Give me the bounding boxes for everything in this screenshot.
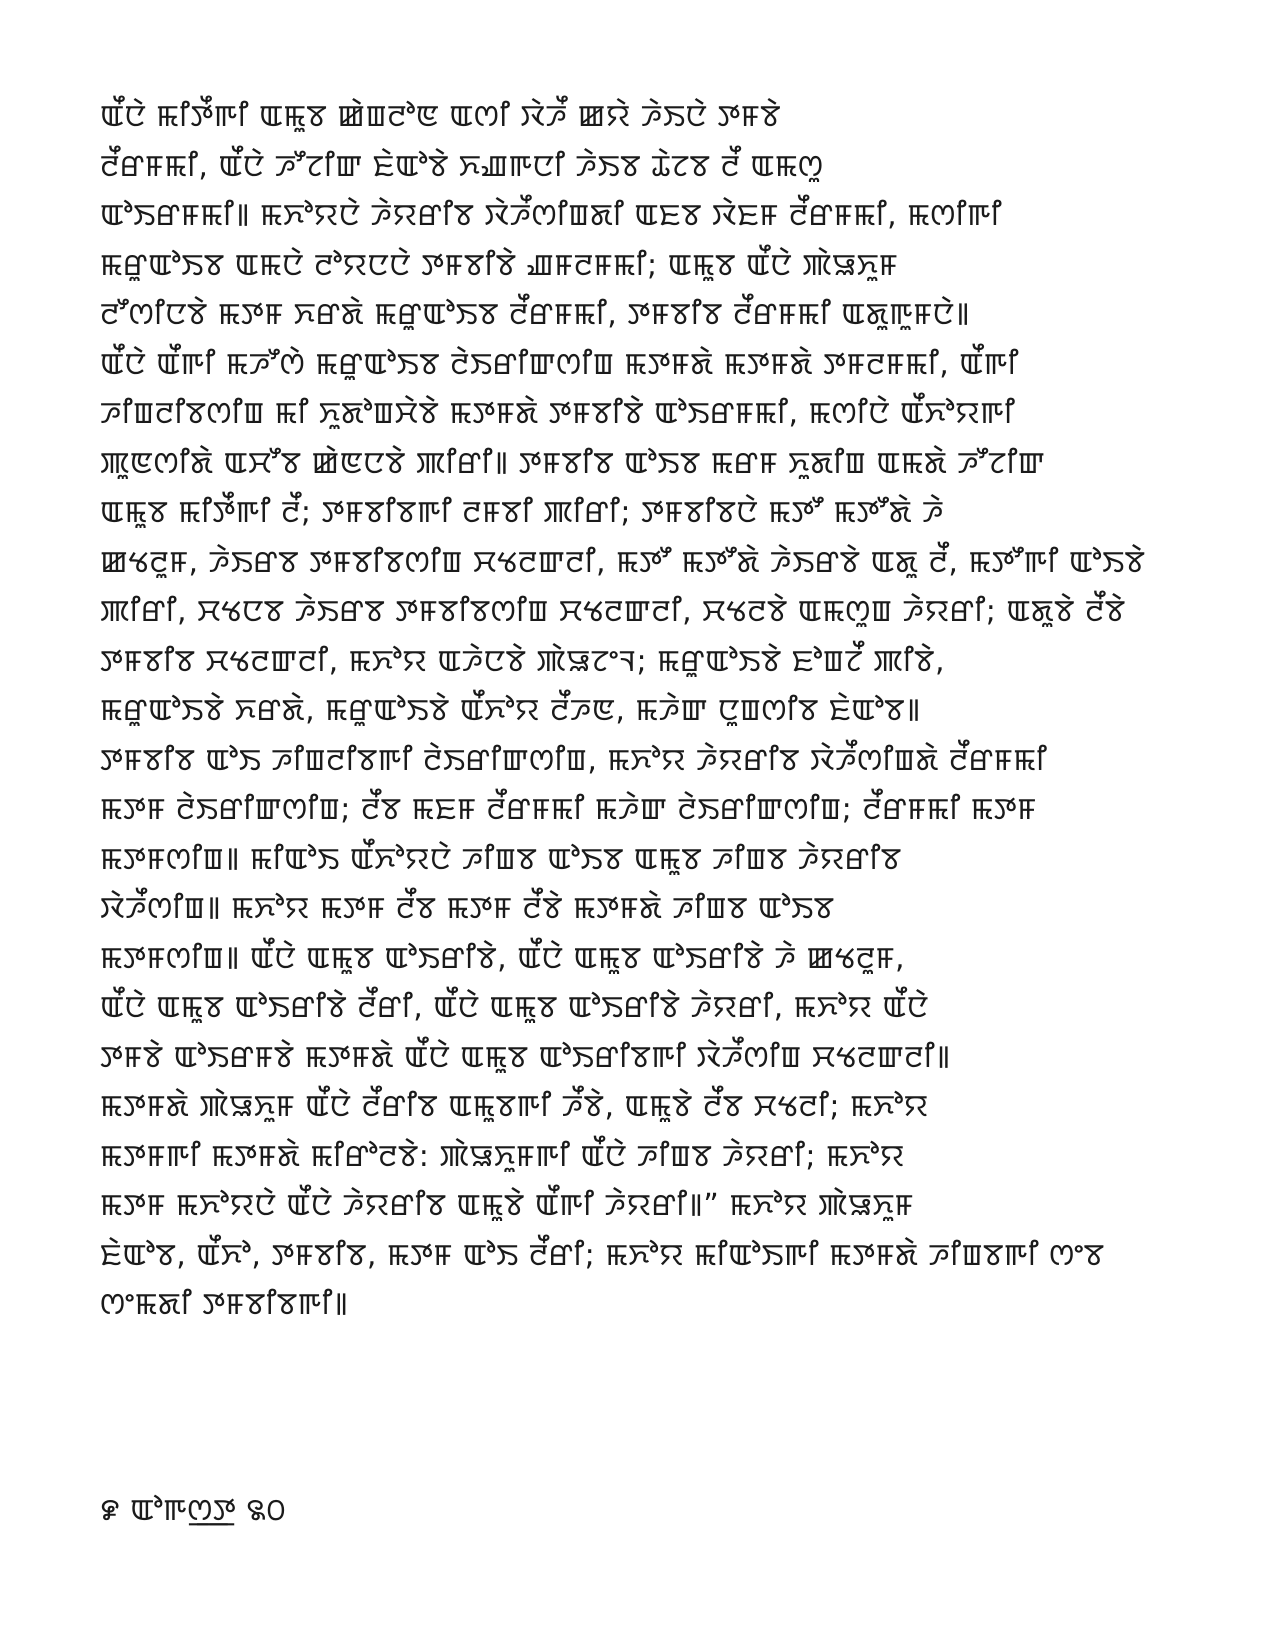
footer-date: ꯹ ꯑꯣꯒꯁ꯭ꯇ ꯲꯰ [100,1493,287,1528]
text-line: ꯑꯩꯅꯥ ꯑꯃꯨꯕ ꯑꯣꯏꯔꯤꯕꯥ ꯂꯩꯔꯤ, ꯑꯩꯅꯥ ꯑꯃꯨꯕ ꯑꯣꯏꯔꯤꯕꯥ ꯍꯥꯌꯔꯤ, ꯃꯈꯣꯌ ꯑꯩꯅꯥ [100,990,929,1025]
text-line: ꯂꯧꯁꯤꯅꯕꯥ ꯃꯇꯝ ꯈꯔꯗꯥ ꯃꯔꯨꯑꯣꯏꯕ ꯂꯩꯔꯝꯃꯤ, ꯇꯝꯕꯤꯕ ꯂꯩꯔꯝꯃꯤ ꯑꯗꯨꯒꯨꯝꯅꯥ꯫ [100,297,971,332]
text-line: ꯂꯩꯔꯝꯃꯤ, ꯑꯩꯅꯥ ꯍꯧꯖꯤꯛ ꯐꯥꯑꯣꯕꯥ ꯈꯉꯒꯅꯤ ꯍꯥꯏꯕ ꯊꯥꯖꯕ ꯂꯩ ꯑꯃꯁꯨ [100,148,824,184]
text-line: ꯃꯔꯨꯑꯣꯏꯕ ꯑꯃꯅꯥ ꯂꯣꯌꯅꯅꯥ ꯇꯝꯕꯤꯕꯥ ꯉꯝꯂꯝꯃꯤ; ꯑꯃꯨꯕ ꯑꯩꯅꯥ ꯄꯥꯎꯈꯨꯝ [100,247,899,283]
text-line: ꯃꯇꯝꯁꯤꯡ꯫ ꯃꯤꯑꯣꯏ ꯑꯩꯈꯣꯌꯅꯥ ꯍꯤꯡꯕ ꯑꯣꯏꯕ ꯑꯃꯨꯕ ꯍꯤꯡꯕ ꯍꯥꯌꯔꯤꯕ [100,841,902,877]
text-line: ꯑꯩꯅꯥ ꯃꯤꯇꯩꯒꯤ ꯑꯃꯨꯕ ꯀꯥꯡꯂꯣꯟ ꯑꯁꯤ ꯋꯥꯍꯩ ꯀꯌꯥ ꯍꯥꯏꯅꯥ ꯇꯝꯕꯥ [100,99,781,134]
text-line: ꯑꯣꯏꯔꯝꯃꯤ꯫ ꯃꯈꯣꯌꯅꯥ ꯍꯥꯌꯔꯤꯕ ꯋꯥꯍꯩꯁꯤꯡꯗꯤ ꯑꯐꯕ ꯋꯥꯐꯝ ꯂꯩꯔꯝꯃꯤ, ꯃꯁꯤꯒꯤ [100,198,1003,233]
text-line: ꯃꯇꯝꯒꯤ ꯃꯇꯝꯗꯥ ꯃꯤꯔꯣꯂꯕꯥ: ꯄꯥꯎꯈꯨꯝꯒꯤ ꯑꯩꯅꯥ ꯍꯤꯡꯕ ꯍꯥꯌꯔꯤ; ꯃꯈꯣꯌ [100,1138,905,1174]
text-line: ꯇꯝꯕꯤꯕ ꯆꯠꯂꯛꯂꯤ, ꯃꯈꯣꯌ ꯑꯍꯥꯅꯕꯥ ꯄꯥꯎꯖꯦꯜ; ꯃꯔꯨꯑꯣꯏꯕꯥ ꯐꯣꯡꯖꯩ ꯄꯤꯕꯥ, [100,643,945,679]
text-line: ꯇꯝꯕꯥ ꯑꯣꯏꯔꯝꯕꯥ ꯃꯇꯝꯗꯥ ꯑꯩꯅꯥ ꯑꯃꯨꯕ ꯑꯣꯏꯔꯤꯕꯒꯤ ꯋꯥꯍꯩꯁꯤꯡ ꯆꯠꯂꯛꯂꯤ꯫ [100,1039,951,1075]
text-line: ꯃꯇꯝꯗꯥ ꯄꯥꯎꯈꯨꯝ ꯑꯩꯅꯥ ꯂꯩꯔꯤꯕ ꯑꯃꯨꯕꯒꯤ ꯍꯩꯕꯥ, ꯑꯃꯨꯕꯥ ꯂꯩꯕ ꯆꯠꯂꯤ; ꯃꯈꯣꯌ [100,1089,929,1124]
text-line: ꯁꯦꯃꯗꯤ ꯇꯝꯕꯤꯕꯒꯤ꯫ [100,1287,349,1322]
text-line: ꯇꯝꯕꯤꯕ ꯑꯣꯏ ꯍꯤꯡꯂꯤꯕꯒꯤ ꯂꯥꯏꯔꯤꯛꯁꯤꯡ, ꯃꯈꯣꯌ ꯍꯥꯌꯔꯤꯕ ꯋꯥꯍꯩꯁꯤꯡꯗꯥ ꯂꯩꯔꯝꯃꯤ [100,742,1048,778]
text-line: ꯄꯤꯔꯤ, ꯆꯠꯅꯕ ꯍꯥꯏꯔꯕ ꯇꯝꯕꯤꯕꯁꯤꯡ ꯆꯠꯂꯛꯂꯤ, ꯆꯠꯂꯕꯥ ꯑꯃꯁꯨꯡ ꯍꯥꯌꯔꯤ; ꯑꯗꯨꯕꯥ ꯂꯩꯕꯥ [100,594,1126,629]
text-line: ꯃꯇꯝ ꯃꯈꯣꯌꯅꯥ ꯑꯩꯅꯥ ꯍꯥꯌꯔꯤꯕ ꯑꯃꯨꯕꯥ ꯑꯩꯒꯤ ꯍꯥꯌꯔꯤ꯫” ꯃꯈꯣꯌ ꯄꯥꯎꯈꯨꯝ [100,1188,914,1223]
text-line: ꯑꯃꯨꯕ ꯃꯤꯇꯩꯒꯤ ꯂꯩ; ꯇꯝꯕꯤꯕꯒꯤ ꯂꯝꯕꯤ ꯄꯤꯔꯤ; ꯇꯝꯕꯤꯕꯅꯥ ꯃꯇꯧ ꯃꯇꯧꯗꯥ ꯍꯥ [100,495,945,530]
text-line: ꯃꯇꯝꯁꯤꯡ꯫ ꯑꯩꯅꯥ ꯑꯃꯨꯕ ꯑꯣꯏꯔꯤꯕꯥ, ꯑꯩꯅꯥ ꯑꯃꯨꯕ ꯑꯣꯏꯔꯤꯕꯥ ꯍꯥ ꯀꯠꯂꯨꯝ, [100,940,906,976]
text-line: ꯐꯥꯑꯣꯕ, ꯑꯩꯈꯣ, ꯇꯝꯕꯤꯕ, ꯃꯇꯝ ꯑꯣꯏ ꯂꯩꯔꯤ; ꯃꯈꯣꯌ ꯃꯤꯑꯣꯏꯒꯤ ꯃꯇꯝꯗꯥ ꯍꯤꯡꯕꯒꯤ ꯁꯦꯕ [100,1237,1105,1273]
body-paragraph [100,92,1180,1330]
text-line: ꯍꯤꯡꯂꯤꯕꯁꯤꯡ ꯃꯤ ꯈꯨꯗꯣꯡꯆꯥꯕꯥ ꯃꯇꯝꯗꯥ ꯇꯝꯕꯤꯕꯥ ꯑꯣꯏꯔꯝꯃꯤ, ꯃꯁꯤꯅꯥ ꯑꯩꯈꯣꯌꯒꯤ [100,396,1016,431]
text-line: ꯃꯔꯨꯑꯣꯏꯕꯥ ꯈꯔꯗꯥ, ꯃꯔꯨꯑꯣꯏꯕꯥ ꯑꯩꯈꯣꯌ ꯂꯩꯍꯟ, ꯃꯍꯥꯛ ꯅꯨꯡꯁꯤꯕ ꯐꯥꯑꯣꯕ꯫ [100,693,921,728]
text-line: ꯋꯥꯍꯩꯁꯤꯡ꯫ ꯃꯈꯣꯌ ꯃꯇꯝ ꯂꯩꯕ ꯃꯇꯝ ꯂꯩꯕꯥ ꯃꯇꯝꯗꯥ ꯍꯤꯡꯕ ꯑꯣꯏꯕ [100,891,835,926]
text-line: ꯑꯩꯅꯥ ꯑꯩꯒꯤ ꯃꯍꯧꯁꯥ ꯃꯔꯨꯑꯣꯏꯕ ꯂꯥꯏꯔꯤꯛꯁꯤꯡ ꯃꯇꯝꯗꯥ ꯃꯇꯝꯗꯥ ꯇꯝꯂꯝꯃꯤ, ꯑꯩꯒꯤ [100,346,1019,382]
text-line: ꯃꯇꯝ ꯂꯥꯏꯔꯤꯛꯁꯤꯡ; ꯂꯩꯕ ꯃꯐꯝ ꯂꯩꯔꯝꯃꯤ ꯃꯍꯥꯛ ꯂꯥꯏꯔꯤꯛꯁꯤꯡ; ꯂꯩꯔꯝꯃꯤ ꯃꯇꯝ [100,792,1037,827]
text-line: ꯄꯨꯟꯁꯤꯗꯥ ꯑꯆꯧꯕ ꯀꯥꯟꯅꯕꯥ ꯄꯤꯔꯤ꯫ ꯇꯝꯕꯤꯕ ꯑꯣꯏꯕ ꯃꯔꯝ ꯈꯨꯗꯤꯡ ꯑꯃꯗꯥ ꯍꯧꯖꯤꯛ [100,445,1046,481]
text-line: ꯀꯠꯂꯨꯝ, ꯍꯥꯏꯔꯕ ꯇꯝꯕꯤꯕꯁꯤꯡ ꯆꯠꯂꯛꯂꯤ, ꯃꯇꯧ ꯃꯇꯧꯗꯥ ꯍꯥꯏꯔꯕꯥ ꯑꯗꯨ ꯂꯩ, ꯃꯇꯧꯒꯤ ꯑꯣꯏꯕꯥ [100,544,1146,580]
